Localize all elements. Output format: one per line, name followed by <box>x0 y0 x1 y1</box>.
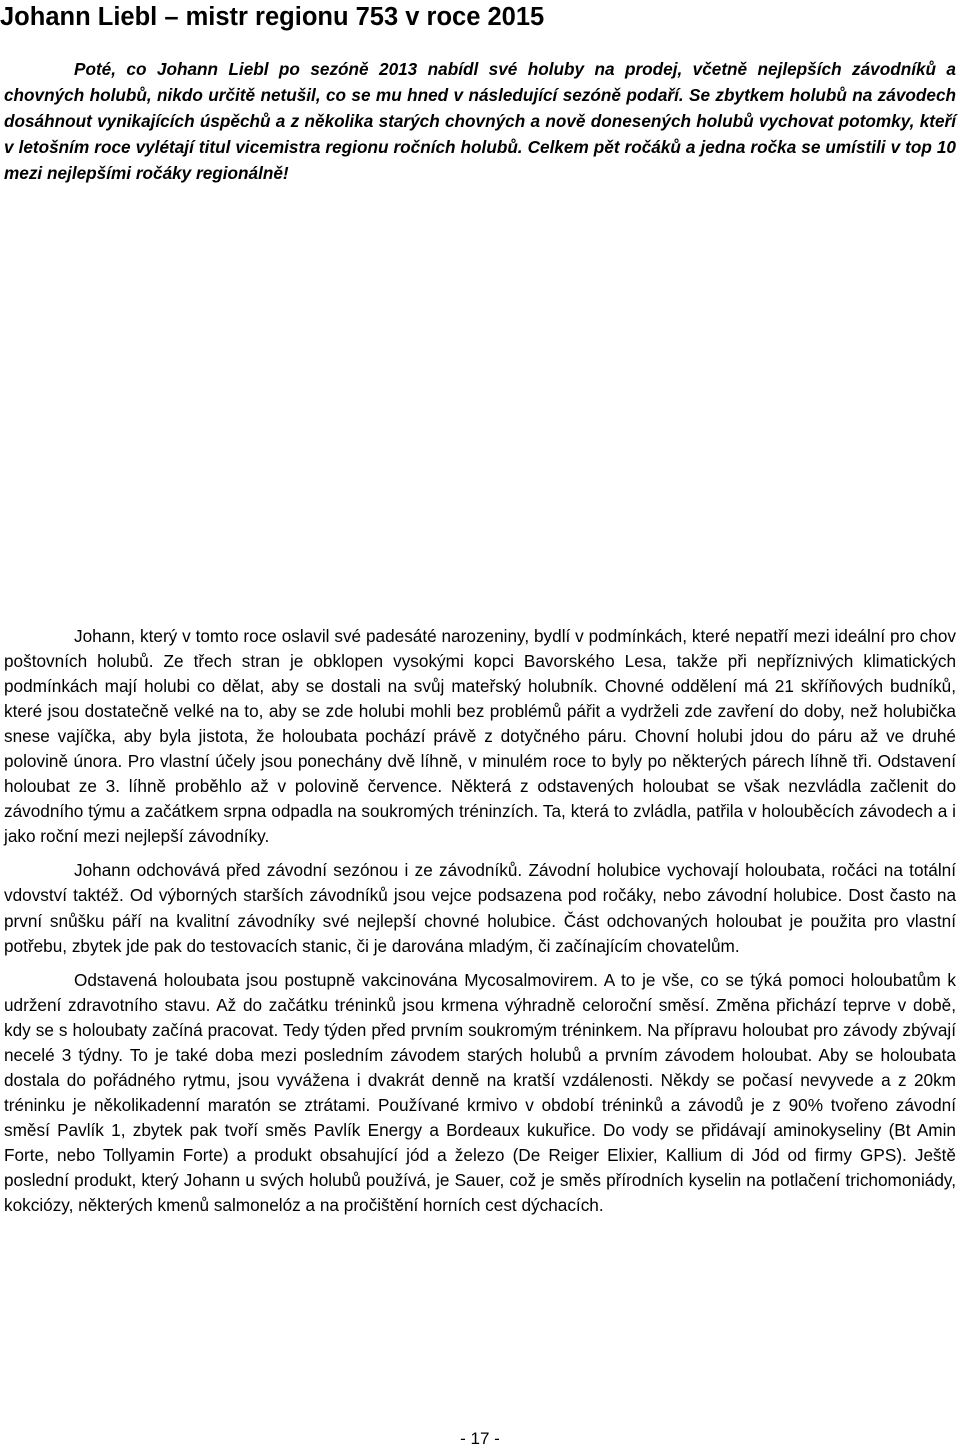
article-body <box>4 624 956 1218</box>
body-paragraph: Johann, který v tomto roce oslavil své padesáté narozeniny, bydlí v podmínkách, které nepatří mezi ideální pro chov poštovních holubů. Ze třech stran je obklopen vysokými kopci Bavorského Lesa, takže při nepříznivých klimatických podmínkách mají holubi co dělat, aby se dostali na svůj mateřský holubník. Chovné oddělení má 21 skříňových budníků, které jsou dostatečně velké na to, aby se zde holubi mohli bez problémů pářit a vydrželi zde zavření do doby, než holubička snese vajíčka, aby byla jistota, že holoubata pochází právě z dotyčného páru. Chovní holubi jdou do páru až ve druhé polovině února. Pro vlastní účely jsou ponechány dvě líhně, v minulém roce to byly po některých párech líhně tři. Odstavení holoubat ze 3. líhně proběhlo až v polovině července. Některá z odstavených holoubat se však nezvládla začlenit do závodního týmu a začátkem srpna odpadla na soukromých tréninzích. Ta, která to zvládla, patřila v holouběcích závodech a i jako roční mezi nejlepší závodníky. <box>4 626 956 847</box>
body-paragraph: Johann odchovává před závodní sezónou i ze závodníků. Závodní holubice vychovají holoubata, ročáci na totální vdovství taktéž. Od výborných starších závodníků jsou vejce podsazena pod ročáky, nebo závodní holubice. Dost často na první snůšku páří na kvalitní závodníky své nejlepší chovné holubice. Část odchovaných holoubat je použita pro vlastní potřebu, zbytek jde pak do testovacích stanic, či je darována mladým, či začínajícím chovatelům. <box>4 860 956 956</box>
article-title: Johann Liebl – mistr regionu 753 v roce 2015 <box>0 3 545 31</box>
intro-paragraph: Poté, co Johann Liebl po sezóně 2013 nabídl své holuby na prodej, včetně nejlepších závodníků a chovných holubů, nikdo určitě netušil, co se mu hned v následující sezóně podaří. Se zbytkem holubů na závodech dosáhnout vynikajících úspěchů a z několika starých chovných a nově donesených holubů vychovat potomky, kteří v letošním roce vylétají titul vicemistra regionu ročních holubů. Celkem pět ročáků a jedna ročka se umístili v top 10 mezi nejlepšími ročáky regionálně! <box>4 59 956 183</box>
page-number: - 17 - <box>460 1429 500 1448</box>
body-paragraph: Odstavená holoubata jsou postupně vakcinována Mycosalmovirem. A to je vše, co se týká pomoci holoubatům k udržení zdravotního stavu. Až do začátku tréninků jsou krmena výhradně celoroční směsí. Změna přichází teprve v době, kdy se s holoubaty začíná pracovat. Tedy týden před prvním soukromým tréninkem. Na přípravu holoubat pro závody zbývají necelé 3 týdny. To je také doba mezi posledním závodem starých holubů a prvním závodem holoubat. Aby se holoubata dostala do pořádného rytmu, jsou vyvážena i dvakrát denně na kratší vzdálenosti. Někdy se počasí nevyvede a z 20km tréninku je několikadenní maratón se ztrátami. Používané krmivo v období tréninků a závodů je z 90% tvořeno závodní směsí Pavlík 1, zbytek pak tvoří směs Pavlík Energy a Bordeaux kukuřice. Do vody se přidávají aminokyseliny (Bt Amin Forte, nebo Tollyamin Forte) a produkt obsahující jód a železo (De Reiger Elixier, Kallium di Jód od firmy GPS). Ještě poslední produkt, který Johann u svých holubů používá, je Sauer, což je směs přírodních kyselin na potlačení trichomoniády, kokciózy, některých kmenů salmonelóz a na pročištění horních cest dýchacích. <box>4 969 956 1216</box>
